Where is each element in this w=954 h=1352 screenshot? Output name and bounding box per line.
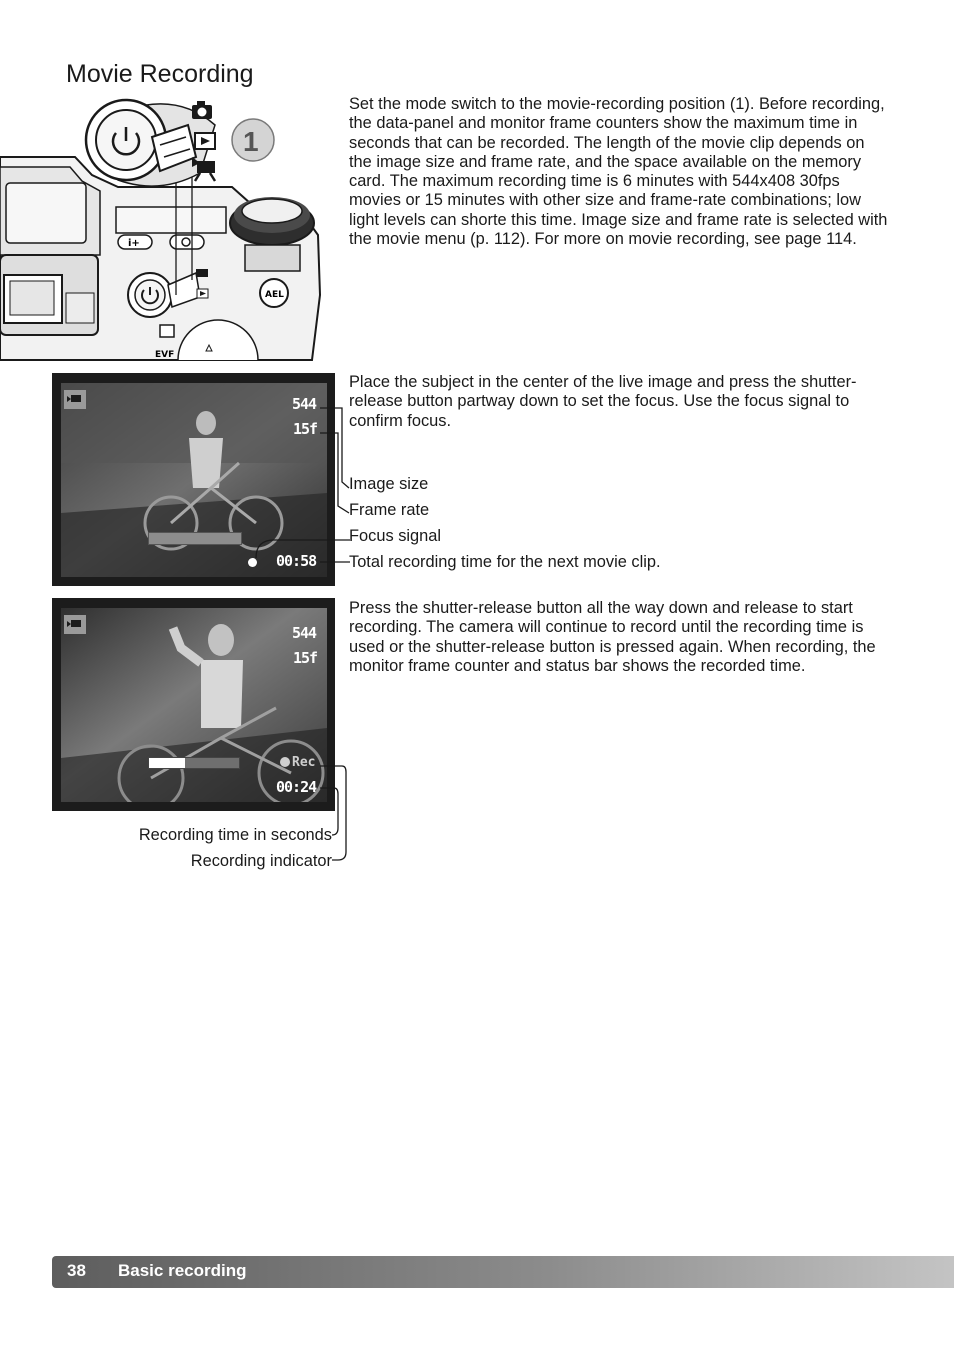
intro-text: Set the mode switch to the movie-recording position (1). Before recording, the data-panel and monitor frame counters show the maximum time in seconds that can be recorded. The length of the movie clip depends on the image size and frame rate, and the space available on the memory card. The maximum recording time is 6 minutes with 544x408 30fps movies or 15 minutes with other size and frame-rate combinations; low light levels can shorte this time. Image size and frame rate is selected with the movie menu (p. 112). For more on movie recording, see page 114. [349,95,888,249]
recording-dot-icon [280,757,290,767]
monitor-screen-recording [52,598,335,811]
focus-text: Place the subject in the center of the live image and press the shutter-release button partway down to set the focus. Use the focus signal to confirm focus. [349,373,857,430]
ael-label: AEL [265,290,284,300]
playback-icon [195,133,215,149]
step-badge-number: 1 [243,126,259,157]
recording-progress-bar [148,757,240,769]
recording-time-readout: 00:24 [276,778,317,796]
image-size-readout: 544 [292,395,317,413]
label-focus-signal: Focus signal [349,527,442,545]
focus-signal-leader [250,530,352,570]
rec-indicator: Rec [292,755,316,770]
label-image-size: Image size [349,475,429,493]
label-frame-rate: Frame rate [349,501,430,519]
image-size-readout: 544 [292,624,317,642]
camera-illustration [0,95,335,365]
mode-movie-icon [64,390,86,409]
evf-label: EVF [155,350,175,360]
section-title: Basic recording [118,1261,247,1280]
recording-image-photo [61,608,327,802]
label-total-time: Total recording time for the next movie clip. [349,553,661,571]
camera-icon [192,101,212,119]
page-footer [52,1256,954,1288]
page-title: Movie Recording [66,60,254,88]
mode-movie-icon [64,615,86,634]
remaining-time-readout: 00:58 [276,552,317,570]
record-text: Press the shutter-release button all the way down and release to start recording. The camera will continue to record until the recording time is used or the shutter-release button is pressed again. When recording, the monitor frame counter and status bar shows the recorded time. [349,599,876,675]
svg-text:i+: i+ [128,238,140,249]
frame-rate-readout: 15f [293,649,318,667]
status-bar [148,532,242,545]
frame-rate-readout: 15f [293,420,318,438]
label-recording-indicator: Recording indicator [190,852,332,870]
page-number: 38 [67,1261,86,1280]
label-recording-time: Recording time in seconds [138,826,332,844]
